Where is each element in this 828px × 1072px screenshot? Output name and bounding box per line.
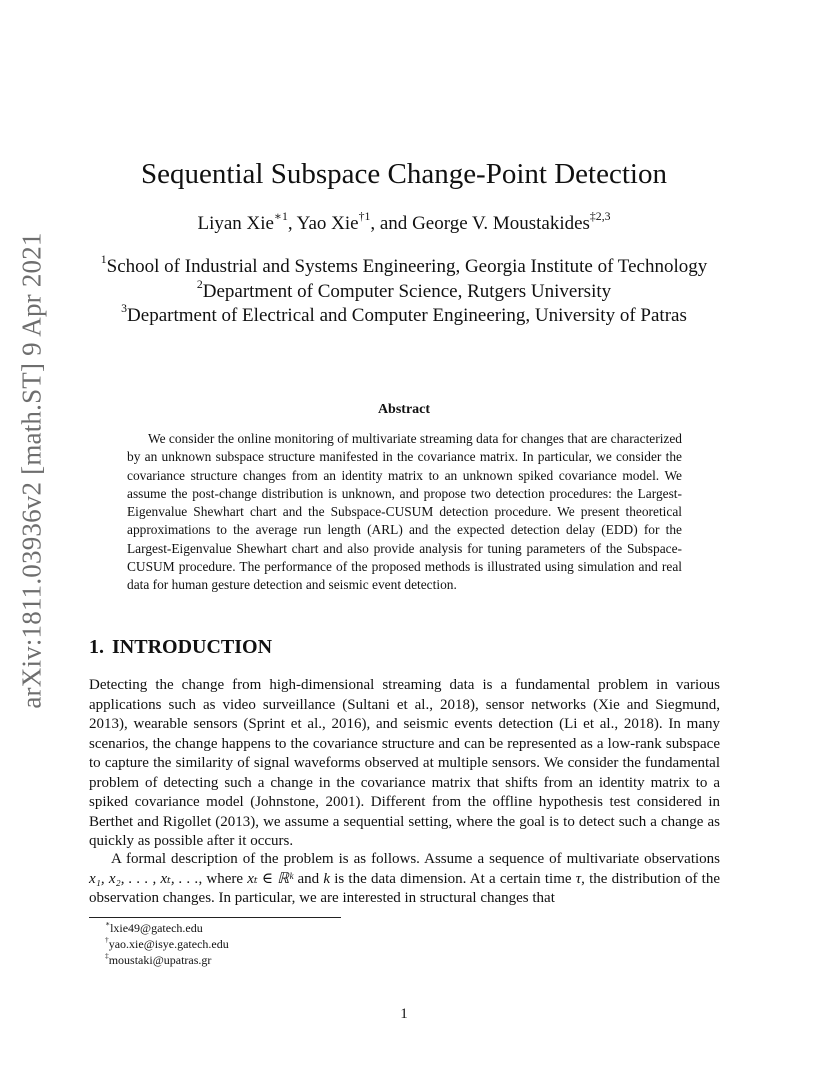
affiliation-text: Department of Electrical and Computer Engineering, University of Patras: [127, 305, 687, 326]
paragraph-text: , the distribution of the observation changes. In particular, we are interested in structural changes that: [89, 870, 720, 906]
paper-title: Sequential Subspace Change-Point Detection: [141, 158, 667, 190]
author-list: [0, 209, 808, 235]
footnote-mark: ∗: [105, 918, 111, 928]
paragraph-text: and: [293, 870, 324, 887]
affiliation-text: Department of Computer Science, Rutgers University: [202, 281, 612, 302]
footnote-email: lxie49@gatech.edu: [110, 921, 203, 935]
author-mark: ∗1: [273, 209, 288, 223]
page-number: 1: [400, 1006, 408, 1022]
math-observation-domain: xₜ ∈ ℝᵏ: [247, 870, 294, 887]
author-separator: , and: [370, 213, 413, 234]
paragraph-text: is the data dimension. At a certain time: [330, 870, 576, 887]
section-title: INTRODUCTION: [112, 636, 273, 658]
math-observation-sequence: x₁, x₂, . . . , xₜ, . . .: [89, 870, 199, 887]
affiliation-number: 1: [100, 252, 107, 266]
abstract-heading: Abstract: [377, 402, 431, 417]
author-name: Yao Xie: [296, 213, 359, 234]
paragraph-text: , where: [198, 870, 248, 887]
author-separator: ,: [287, 213, 297, 234]
math-change-time: τ: [575, 870, 582, 887]
affiliation-line: [0, 252, 808, 278]
author-mark: †1: [358, 209, 371, 223]
intro-paragraph-2: [89, 850, 720, 909]
author-name: Liyan Xie: [197, 213, 274, 234]
arxiv-identifier-stamp: [2, 231, 62, 709]
affiliation-line: [0, 277, 808, 303]
affiliation-line: [0, 301, 808, 327]
footnote: [105, 934, 229, 952]
footnote: [105, 950, 212, 968]
abstract-text: We consider the online monitoring of multivariate streaming data for changes that are characterized by an unknown subspace structure manifested in the covariance matrix. In particular, we consider the covariance structure changes from an identity matrix to an unknown spiked covariance model. We assume the post-change distribution is unknown, and propose two detection procedures: the Largest-Eigenvalue Shewhart chart and the Subspace-CUSUM detection procedure. We present theoretical approximations to the average run length (ARL) and the expected detection delay (EDD) for the Largest-Eigenvalue Shewhart chart and also provide analysis for tuning parameters of the Subspace-CUSUM procedure. The performance of the proposed methods is illustrated using simulation and real data for human gesture detection and seismic event detection.: [127, 431, 682, 593]
footnote-email: yao.xie@isye.gatech.edu: [108, 937, 229, 951]
affiliation-text: School of Industrial and Systems Engineering, Georgia Institute of Technology: [106, 256, 708, 277]
math-dimension: k: [323, 870, 331, 887]
section-number: 1.: [89, 636, 104, 658]
section-heading: [89, 636, 272, 659]
affiliation-number: 2: [196, 277, 203, 291]
intro-paragraph-1: Detecting the change from high-dimensional streaming data is a fundamental problem in various applications such as video surveillance (Sultani et al., 2018), sensor networks (Xie and Siegmund, 2013), wearable sensors (Sprint et al., 2016), and seismic events detection (Li et al., 2018). In many scenarios, the change happens to the covariance structure and can be represented as a low-rank subspace to capture the similarity of signal waveforms observed at multiple sensors. We consider the fundamental problem of detecting such a change in the covariance matrix that shifts from an identity matrix to a spiked covariance model (Johnstone, 2001). Different from the offline hypothesis test considered in Berthet and Rigollet (2013), we assume a sequential setting, where the goal is to detect such a change as quickly as possible after it occurs.: [89, 677, 720, 849]
affiliation-number: 3: [121, 301, 128, 315]
footnote: [105, 918, 203, 936]
arxiv-identifier-text: arXiv:1811.03936v2 [math.ST] 9 Apr 2021: [16, 231, 47, 709]
footnote-mark: ‡: [105, 950, 109, 960]
footnote-mark: †: [105, 934, 109, 944]
author-mark: ‡2,3: [589, 209, 611, 223]
author-name: George V. Moustakides: [412, 213, 590, 234]
footnote-email: moustaki@upatras.gr: [108, 953, 212, 967]
paragraph-text: A formal description of the problem is as follows. Assume a sequence of multivariate observations: [111, 851, 720, 867]
footnote-divider: [89, 917, 341, 918]
